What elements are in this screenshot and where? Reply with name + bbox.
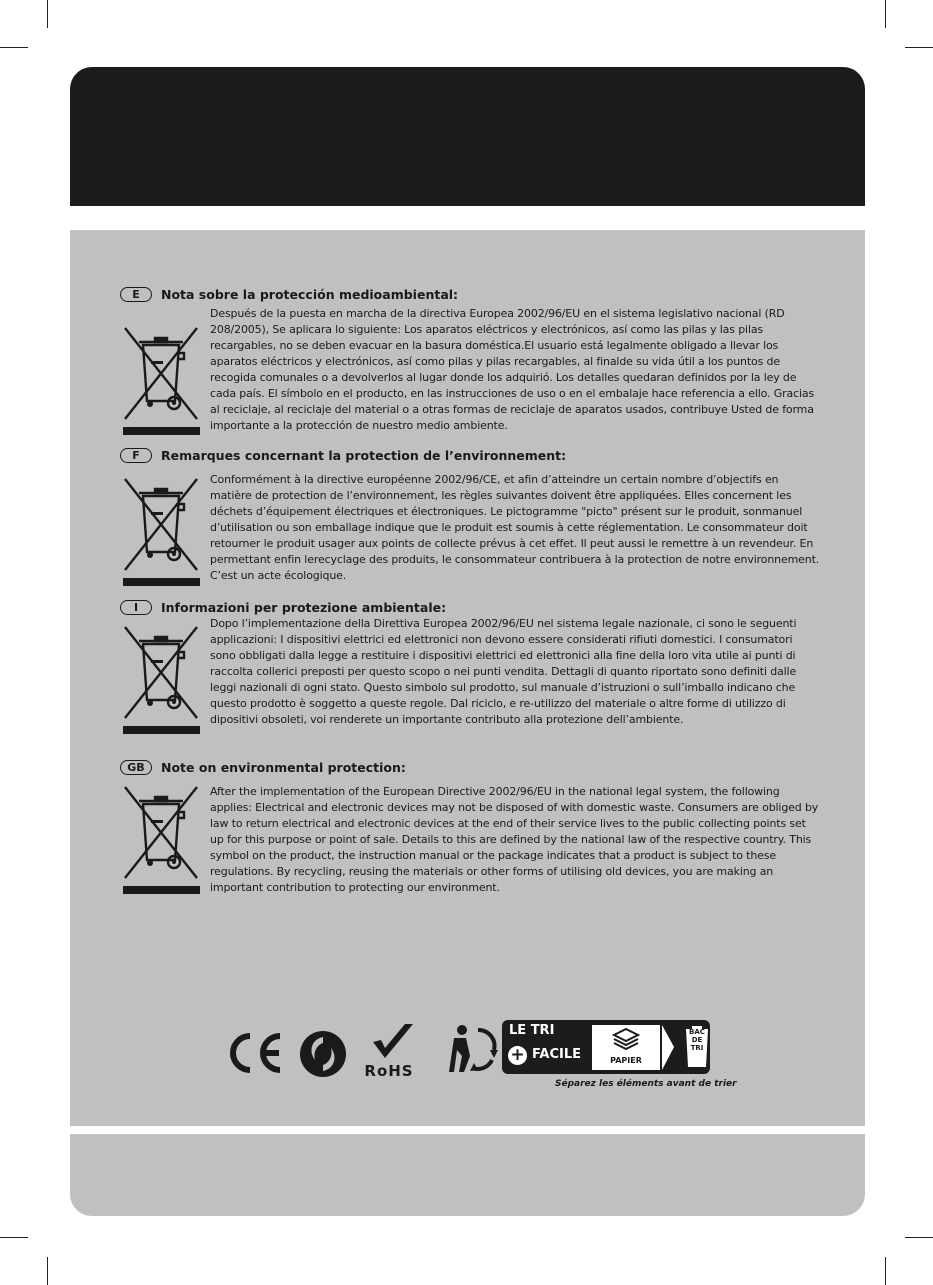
section-title: Nota sobre la protección medioambiental: bbox=[161, 287, 459, 302]
le-tri-facile-label bbox=[502, 1020, 710, 1074]
section-title: Remarques concernant la protection de l’environnement: bbox=[161, 448, 567, 463]
weee-bin-icon bbox=[122, 325, 200, 435]
plus-icon: + bbox=[508, 1046, 527, 1065]
language-badge: I bbox=[120, 600, 152, 615]
green-dot-icon bbox=[299, 1030, 347, 1078]
crop-mark bbox=[905, 1237, 933, 1238]
rohs-mark bbox=[357, 1022, 421, 1084]
rohs-label: RoHS bbox=[364, 1062, 414, 1080]
crop-mark bbox=[0, 47, 28, 48]
bac-de-tri-label: BAC DE TRI bbox=[689, 1028, 705, 1052]
header-block bbox=[70, 67, 865, 206]
triman-icon bbox=[448, 1020, 500, 1074]
weee-bin-icon bbox=[122, 784, 200, 894]
paper-box bbox=[592, 1025, 660, 1070]
certification-logos bbox=[225, 1018, 737, 1096]
checkmark-icon bbox=[357, 1022, 421, 1064]
language-badge: GB bbox=[120, 760, 152, 775]
crop-mark bbox=[0, 1237, 28, 1238]
section-title: Informazioni per protezione ambientale: bbox=[161, 600, 447, 615]
ce-mark-icon bbox=[225, 1030, 285, 1076]
paper-stack-icon bbox=[592, 1025, 660, 1055]
section-body: Conformément à la directive européenne 2002/96/CE, et afin d’atteindre un certain nombre d’objectifs en matière de protection de l’environnement, les règles suivantes doivent être appliquées. Elles concernent les déchets d’équipement électriques et électroniques. Le pictogramme "picto" présent sur le produit, sonmanuel d’utilisation ou son emballage indique que le produit est soumis à cette réglementation. Le consommateur doit retourner le produit usager aux points de collecte prévus à cet effet. Il peut aussi le remettre à un revendeur. En permettant enfin lerecyclage des produits, le consommateur contribuera à la protection de notre environnement. C’est un acte écologique. bbox=[210, 473, 820, 582]
section-header bbox=[120, 448, 820, 466]
crop-mark bbox=[885, 1257, 886, 1285]
weee-bin-icon bbox=[122, 624, 200, 734]
section-fr bbox=[120, 448, 820, 582]
crop-mark bbox=[47, 1257, 48, 1285]
section-body: Después de la puesta en marcha de la directiva Europea 2002/96/EU en el sistema legislativo nacional (RD 208/2005), Se aplicara lo siguiente: Los aparatos eléctricos y electrónicos, así como las pilas y las pilas recargables, no se deben evacuar en la basura doméstica.El usuario está legalmente obligado a llevar los aparatos eléctricos y electrónicos, así como pilas y pilas recargables, al finalde su vida útil a los puntos de recogida comunales o a devolverlos al lugar donde los adquirió. Los detalles quedaran definidos por la ley de cada país. El símbolo en el producto, en las instrucciones de uso o en el embalaje hace referencia a ello. Gracias al reciclaje, al reciclaje del material o a otras formas de reciclaje de aparatos usados, contribuye Usted de forma importante a la protección de nuestro medio ambiente. bbox=[210, 307, 815, 432]
tri-title-line2: FACILE bbox=[532, 1047, 581, 1062]
language-badge: F bbox=[120, 448, 152, 463]
section-body: Dopo l’implementazione della Direttiva Europea 2002/96/EU nel sistema legale nazionale, ci sono le seguenti applicazioni: I dispositivi elettrici ed elettronici non devono essere considerati rifiuti domestici. I consumatori sono obbligati dalla legge a restituire i dispositivi elettrici ed elettronici alla fine della loro vita utile ai punti di raccolta collerici preposti per questo scopo o nei punti vendita. Dettagli di quanto riportato sono definiti dalle leggi nazionali di ogni stato. Questo simbolo sul prodotto, sul manuale d’istruzioni o sull’imballo indicano che questo prodotto è soggetto a queste regole. Dal riciclo, e re-utilizzo del materiale o altre forme di utilizzo di dipositivi obsoleti, voi renderete un importante contributo alla protezione dell’ambiente. bbox=[210, 617, 797, 726]
section-header bbox=[120, 287, 820, 305]
section-title: Note on environmental protection: bbox=[161, 760, 406, 775]
crop-mark bbox=[885, 0, 886, 28]
crop-mark bbox=[905, 47, 933, 48]
section-body: After the implementation of the European Directive 2002/96/EU in the national legal system, the following applies: Electrical and electronic devices may not be disposed of with domestic waste. Consumers are obliged by law to return electrical and electronic devices at the end of their service lives to the public collecting points set up for this purpose or point of sale. Details to this are defined by the national law of the respective country. This symbol on the product, the instruction manual or the package indicates that a product is subject to these regulations. By recycling, reusing the materials or other forms of utilising old devices, you are making an important contribution to protecting our environment. bbox=[210, 785, 819, 894]
section-it bbox=[120, 600, 820, 726]
section-gb bbox=[120, 760, 820, 894]
crop-mark bbox=[47, 0, 48, 28]
paper-label: PAPIER bbox=[610, 1056, 642, 1065]
tri-caption: Séparez les éléments avant de trier bbox=[555, 1079, 737, 1089]
weee-bin-icon bbox=[122, 476, 200, 586]
section-header bbox=[120, 760, 820, 778]
language-badge: E bbox=[120, 287, 152, 302]
tri-title-line1: LE TRI bbox=[509, 1023, 555, 1038]
section-es bbox=[120, 287, 820, 432]
footer-block bbox=[70, 1134, 865, 1216]
